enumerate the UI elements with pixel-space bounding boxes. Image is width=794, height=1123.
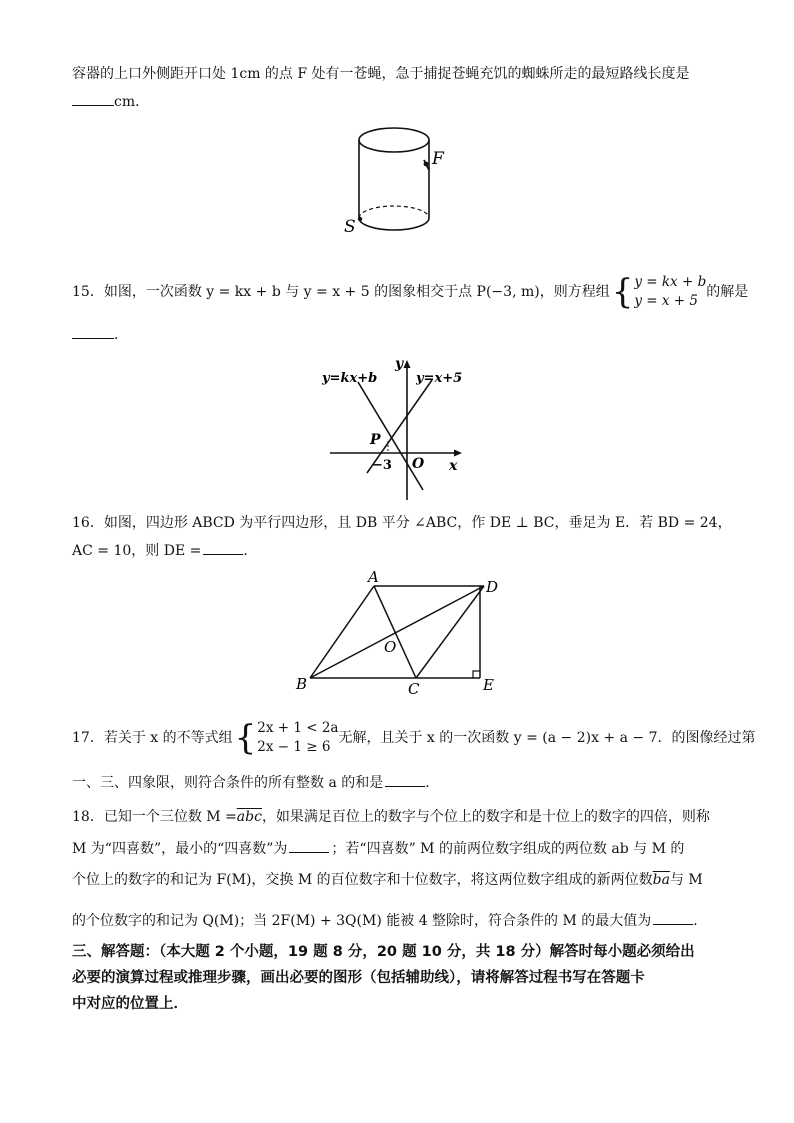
label-x: x: [449, 458, 458, 474]
q17-line2: [72, 772, 722, 793]
q15-answer-blank[interactable]: [72, 324, 114, 339]
q18-answer-blank-2[interactable]: [653, 910, 693, 925]
q18-line1-b: ，如果满足百位上的数字与个位上的数字和是十位上的数字的四倍，则称: [261, 809, 710, 825]
q18-answer-blank-1[interactable]: [289, 838, 329, 853]
label-origin: O: [412, 456, 425, 472]
label-line-x5: y=x+5: [416, 371, 463, 386]
label-s: S: [344, 217, 356, 237]
q17-question: [72, 716, 756, 760]
q17-tail: 无解，且关于 x 的一次函数 y = (a − 2)x + a − 7．的图像经过第: [338, 730, 756, 746]
label-y: y: [395, 356, 404, 372]
q17-lead: 17．若关于 x 的不等式组: [72, 730, 233, 746]
q17-end: ．: [425, 775, 440, 791]
q17-ineq1: 2x + 1 < 2a: [257, 720, 339, 736]
inequality-brace: {: [234, 718, 257, 758]
q18-line4-a: 的个位数字的和记为 Q(M)；当 2F(M) + 3Q(M) 能被 4 整除时，符合条件的 M 的最大值为: [72, 913, 652, 929]
q15-eq1: y = kx + b: [634, 274, 707, 290]
label-c: C: [408, 680, 420, 698]
q18-line1: [72, 807, 722, 827]
q18-line3-b: 与 M: [669, 872, 703, 888]
q15-lead: 15．如图，一次函数 y = kx + b 与 y = x + 5 的图象相交于点 P(−3, m)，则方程组: [72, 284, 610, 300]
line-graph-figure: [320, 352, 470, 504]
cylinder-figure: [330, 120, 460, 250]
label-p: P: [370, 432, 381, 448]
label-e: E: [483, 676, 494, 694]
q16-line1: 16．如图，四边形 ABCD 为平行四边形，且 DB 平分 ∠ABC，作 DE ⊥ BC，垂足为 E．若 BD = 24，: [72, 515, 732, 531]
q15-end: ．: [114, 327, 128, 343]
q15-eq2: y = x + 5: [634, 293, 698, 309]
q14-text: 容器的上口外侧距开口处 1cm 的点 F 处有一苍蝇，急于捕捉苍蝇充饥的蜘蛛所走的最短路线长度是: [72, 66, 690, 82]
section3-line2: 必要的演算过程或推理步骤，画出必要的图形（包括辅助线），请将解答过程书写在答题卡: [72, 970, 645, 986]
q18-end: ．: [693, 913, 708, 929]
q15-tail: 的解是: [706, 284, 749, 300]
q18-line3-a: 个位上的数字的和记为 F(M)，交换 M 的百位数字和十位数字，将这两位数字组成的新两位数: [72, 872, 653, 888]
q14-answer-line: [72, 91, 722, 112]
section3-line3: 中对应的位置上．: [72, 996, 188, 1012]
section3-line1: 三、解答题：（本大题 2 个小题，19 题 8 分，20 题 10 分，共 18 分）解答时每小题必须给出: [72, 944, 695, 960]
right-angle-mark: [473, 671, 480, 678]
q17-ineq2: 2x − 1 ≥ 6: [257, 739, 331, 755]
label-line-kxb: y=kx+b: [322, 371, 378, 386]
q18-line2: [72, 838, 722, 859]
q18-abc: $\overline{abc}$: [236, 809, 262, 825]
q18-ba: $\overline{ba}$: [652, 872, 670, 888]
diagonal-ac: [374, 586, 416, 678]
diagonal-bd: [310, 586, 484, 678]
q16-line2-text: AC = 10，则 DE =: [72, 543, 202, 559]
label-f: F: [432, 149, 444, 169]
system-brace: {: [611, 272, 634, 312]
q16-line2: [72, 540, 722, 561]
label-minus3: −3: [372, 458, 392, 473]
q15-question: [72, 270, 749, 314]
q14-answer-blank[interactable]: [72, 91, 114, 106]
q18-line3: [72, 870, 722, 890]
label-a: A: [368, 568, 379, 586]
q17-line2-text: 一、三、四象限，则符合条件的所有整数 a 的和是: [72, 775, 384, 791]
q18-line1-a: 18．已知一个三位数 M =: [72, 809, 237, 825]
label-b: B: [296, 675, 308, 693]
q15-answer-line: [72, 324, 722, 345]
q17-answer-blank[interactable]: [385, 772, 425, 787]
label-d: D: [486, 578, 499, 596]
q14-unit: cm．: [114, 94, 150, 110]
q16-answer-blank[interactable]: [203, 540, 243, 555]
q15-system: [634, 273, 706, 311]
q18-line4: [72, 910, 722, 931]
q18-line2-b: ；若“四喜数” M 的前两位数字组成的两位数 ab 与 M 的: [331, 841, 685, 857]
q16-end: ．: [243, 543, 258, 559]
label-o: O: [384, 638, 397, 656]
parallelogram-figure: [290, 566, 510, 696]
line-kx-plus-b: [358, 382, 423, 490]
q17-system: [257, 719, 338, 757]
q18-line2-a: M 为“四喜数”，最小的“四喜数”为: [72, 841, 288, 857]
